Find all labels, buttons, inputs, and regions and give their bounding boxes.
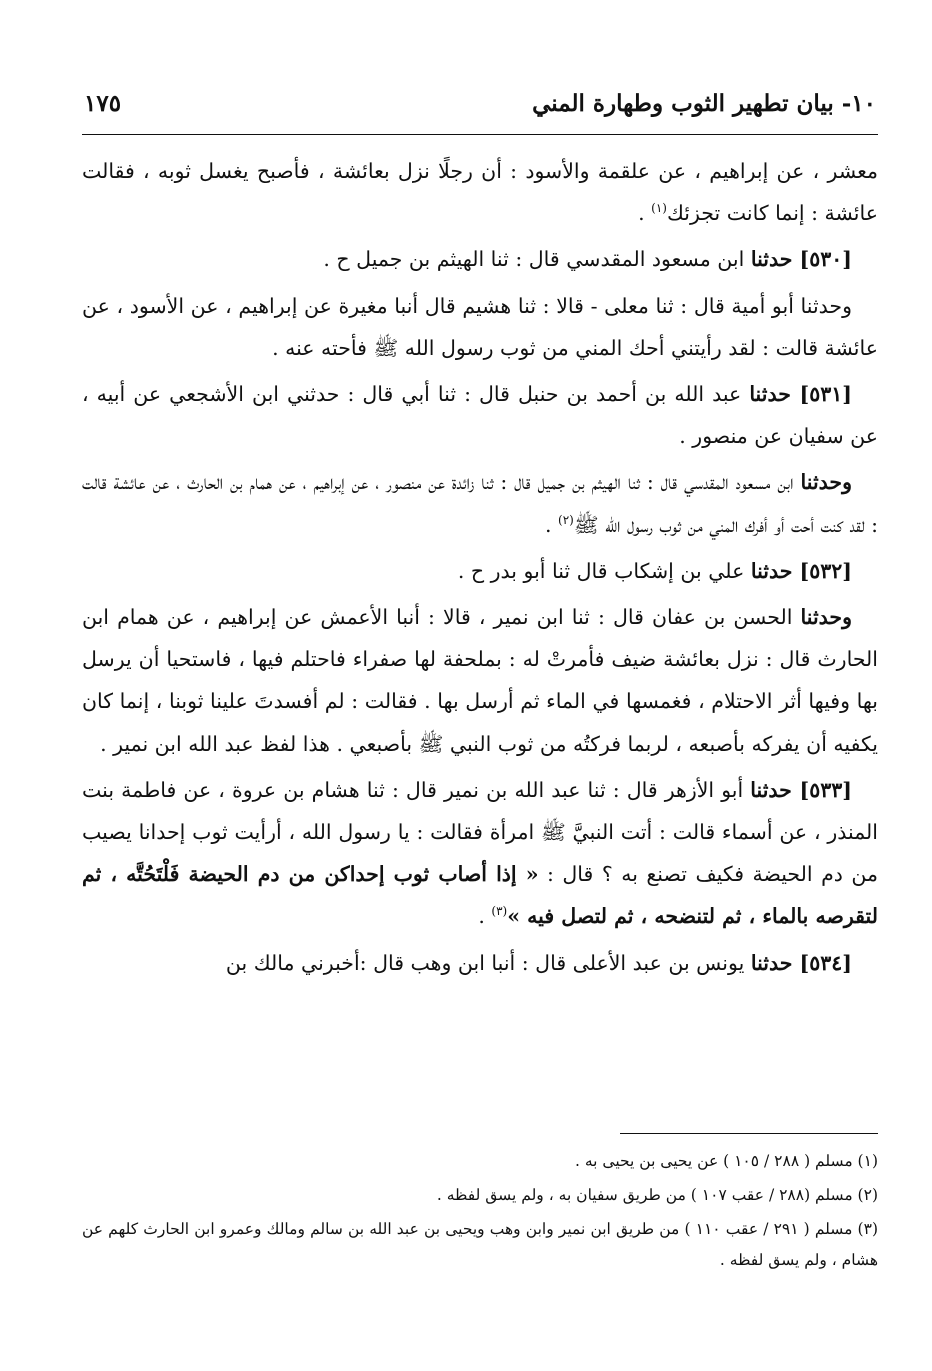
chapter-title: ١٠- بيان تطهير الثوب وطهارة المني [532,90,876,117]
hadith-number: [٥٣٠] حدثنا [750,247,852,272]
hadith-533 [82,769,878,938]
running-header [84,86,876,126]
header-rule [82,134,878,135]
hadith-number: [٥٣٢] حدثنا [750,558,852,583]
footnote-rule [620,1133,878,1134]
footnote-mark: (٢) [558,512,574,527]
footnote-3: (٣) مسلم ( ٢٩١ / عقب ١١٠ ) من طريق ابن نمير وابن وهب ويحيى بن عبد الله بن سالم ومالك وعمرو ابن الحارث كلهم عن هشام ، ولم يسق لفظه . [82,1220,878,1269]
paragraph-text: الحسن بن عفان قال : ثنا ابن نمير ، قالا : أنبا الأعمش عن إبراهيم ، عن همام ابن الحارث قال : نزل بعائشة ضيف فأمرتْ له : بملحفة لها صفراء فاحتلم فيها ، فاستحيا أن يرسل بها وفيها أثر الاحتلام ، فغمسها في الماء ثم أرسل بها . فقالت : لم أفسدتَ علينا ثوبنا ، إنما كان يكفيه أن يفركه بأصبعه ، لربما فركتُه من ثوب النبي ﷺ بأصبعي . هذا لفظ عبد الله ابن نمير . [82,605,878,756]
hadith-number: [٥٣٤] حدثنا [750,950,852,975]
lead-word: وحدثنا [800,470,852,495]
hadith-text: أبو الأزهر قال : ثنا عبد الله بن نمير قال : ثنا هشام بن عروة ، عن فاطمة بنت المنذر ، عن أسماء قالت : أتت النبيَّ ﷺ امرأة فقالت : يا رسول الله ، أرأيت ثوب إحدانا يصيب من دم الحيضة فكيف تصنع به ؟ قال : [82,777,878,887]
paragraph-end: . [544,512,559,537]
hadith-text: علي بن إشكاب قال ثنا أبو بدر ح . [457,558,751,583]
hadith-text: ابن مسعود المقدسي قال : ثنا الهيثم بن جميل ح . [323,247,751,272]
footnotes [82,1146,878,1279]
footnote-1: (١) مسلم ( ٢٨٨ / ١٠٥ ) عن يحيى بن يحيى به . [575,1152,878,1170]
hadith-number: [٥٣٣] حدثنا [750,777,852,802]
paragraph-text: معشر ، عن إبراهيم ، عن علقمة والأسود : أن رجلًا نزل بعائشة ، فأصبح يغسل ثوبه ، فقالت عائشة : إنما كانت تجزئك [82,159,878,226]
paragraph-text: وحدثنا أبو أمية قال : ثنا معلى - قالا : ثنا هشيم قال أنبا مغيرة عن إبراهيم ، عن الأسود ، عن عائشة قالت : لقد رأيتني أحك المني من ثوب رسول الله ﷺ فأحته عنه . [82,293,878,360]
hadith-number: [٥٣١] حدثنا [749,382,852,407]
footnote-mark: (٣) [491,904,508,919]
lead-word: وحدثنا [800,605,852,630]
hadith-text: عبد الله بن أحمد بن حنبل قال : ثنا أبي قال : حدثني ابن الأشجعي عن أبيه ، عن سفيان عن منصور . [82,382,878,449]
hadith-534 [82,942,878,984]
hadith-531 [82,373,878,457]
hadith-532 [82,550,878,592]
paragraph [82,150,878,234]
paragraph [82,285,878,369]
paragraph [82,461,878,545]
paragraph-end: . [478,904,492,929]
hadith-530 [82,238,878,280]
paragraph [82,596,878,765]
footnote-mark: (١) [651,201,667,216]
paragraph-end: . [638,201,652,226]
paragraph-text: ابن مسعود المقدسي قال : ثنا الهيثم بن جميل قال : ثنا زائدة عن منصور ، عن إبراهيم ، عن همام بن الحارث ، عن عائشة قالت : لقد كنت أحت أو أفرك المني من ثوب رسول الله ﷺ [82,470,878,537]
prophetic-quote: « إذا أصاب ثوب إحداكن من دم الحيضة فَلْتَحُتَّه ، ثم لتقرصه بالماء ، ثم لتنضحه ، ثم لتصل فيه » [82,862,878,929]
hadith-text: يونس بن عبد الأعلى قال : أنبا ابن وهب قال :أخبرني مالك بن [225,950,751,975]
footnote-2: (٢) مسلم (٢٨٨ / عقب ١٠٧ ) من طريق سفيان به ، ولم يسق لفظه . [436,1186,878,1204]
page-number: ١٧٥ [84,90,122,117]
main-text [82,150,878,988]
